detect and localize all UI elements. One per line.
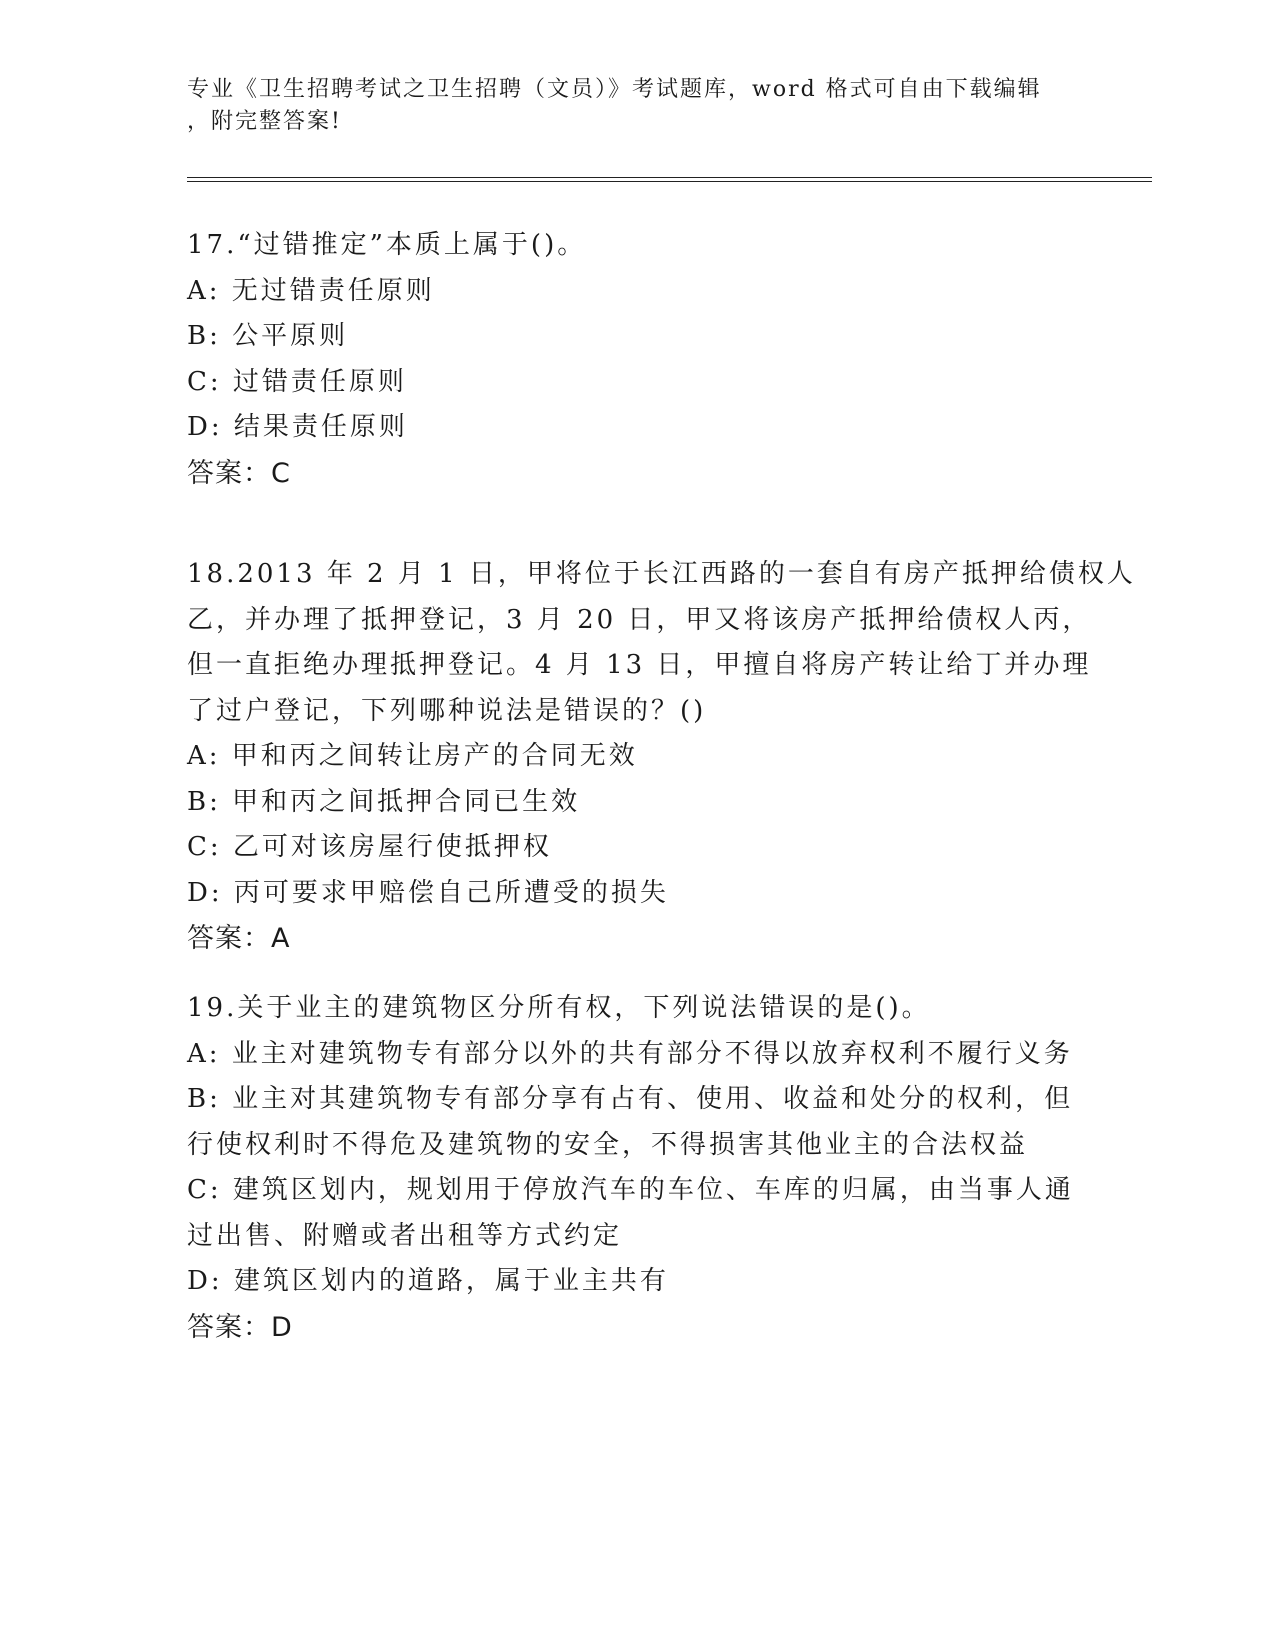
header-line-2: ，附完整答案! <box>187 109 342 134</box>
option-a: A: 无过错责任原则 <box>187 275 435 306</box>
document-header <box>187 74 1087 138</box>
option-d: D: 结果责任原则 <box>187 412 408 442</box>
option-b-line-2: 行使权利时不得危及建筑物的安全，不得损害其他业主的合法权益 <box>187 1129 1029 1160</box>
question-19 <box>187 986 1087 1350</box>
question-stem-line-4: 了过户登记，下列哪种说法是错误的？() <box>187 695 707 726</box>
option-d: D: 丙可要求甲赔偿自己所遭受的损失 <box>187 877 669 908</box>
question-stem: 17.“过错推定”本质上属于()。 <box>187 230 587 260</box>
option-b: B: 甲和丙之间抵押合同已生效 <box>187 786 581 817</box>
question-stem: 19.关于业主的建筑物区分所有权，下列说法错误的是()。 <box>187 993 931 1023</box>
answer: 答案：D <box>187 1311 293 1343</box>
option-a: A: 甲和丙之间转让房产的合同无效 <box>187 741 638 771</box>
answer: 答案：C <box>187 457 291 489</box>
header-divider <box>187 177 1152 182</box>
answer: 答案：A <box>187 923 291 954</box>
option-d: D: 建筑区划内的道路，属于业主共有 <box>187 1266 669 1296</box>
question-stem-line-2: 乙，并办理了抵押登记，3 月 20 日，甲又将该房产抵押给债权人丙， <box>187 604 1092 635</box>
question-18 <box>187 552 1136 962</box>
question-stem-line-3: 但一直拒绝办理抵押登记。4 月 13 日，甲擅自将房产转让给丁并办理 <box>187 650 1092 680</box>
option-a: A: 业主对建筑物专有部分以外的共有部分不得以放弃权利不履行义务 <box>187 1038 1073 1069</box>
option-c: C: 乙可对该房屋行使抵押权 <box>187 832 552 862</box>
question-17 <box>187 223 1087 496</box>
question-stem-line-1: 18.2013 年 2 月 1 日，甲将位于长江西路的一套自有房产抵押给债权人 <box>187 559 1136 589</box>
header-line-1: 专业《卫生招聘考试之卫生招聘（文员）》考试题库，word 格式可自由下载编辑 <box>187 77 1042 102</box>
option-c-line-2: 过出售、附赠或者出租等方式约定 <box>187 1220 623 1251</box>
option-c: C: 过错责任原则 <box>187 366 407 397</box>
option-b-line-1: B: 业主对其建筑物专有部分享有占有、使用、收益和处分的权利，但 <box>187 1084 1074 1114</box>
option-b: B: 公平原则 <box>187 321 349 351</box>
option-c-line-1: C: 建筑区划内，规划用于停放汽车的车位、车库的归属，由当事人通 <box>187 1175 1074 1205</box>
